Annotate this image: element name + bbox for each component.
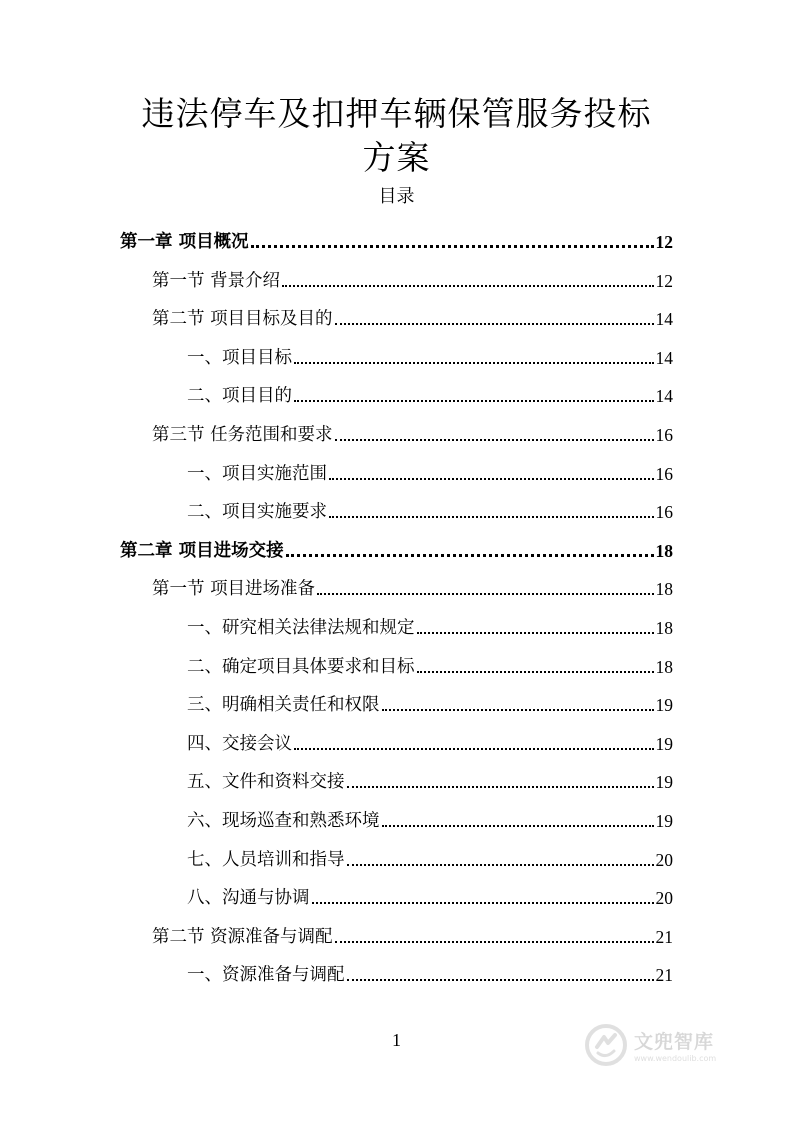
watermark-name: 文兜智库 <box>634 1031 715 1053</box>
toc-entry-page: 18 <box>655 618 673 638</box>
toc-entry[interactable] <box>187 841 673 871</box>
toc-dot-leader <box>335 323 654 325</box>
toc-entry-page: 19 <box>655 695 673 716</box>
toc-entry-title: 第一节 项目进场准备 <box>152 579 316 600</box>
toc-entry-title: 第二节 项目目标及目的 <box>152 309 333 330</box>
toc-dot-leader <box>317 593 653 595</box>
toc-entry-page: 12 <box>655 232 673 252</box>
toc-entry-title: 第二章 项目进场交接 <box>120 540 284 561</box>
toc-entry-title: 三、明确相关责任和权限 <box>187 695 380 716</box>
toc-entry-page: 20 <box>655 888 673 909</box>
toc-dot-leader <box>347 979 654 981</box>
toc-entry[interactable] <box>187 609 673 639</box>
toc-entry-page: 20 <box>655 849 673 870</box>
toc-entry[interactable] <box>187 763 673 793</box>
document-title-line1: 违法停车及扣押车辆保管服务投标 <box>141 94 652 133</box>
toc-entry[interactable] <box>187 725 673 755</box>
toc-dot-leader <box>335 439 654 441</box>
toc-dot-leader <box>251 245 654 248</box>
toc-dot-leader <box>382 709 654 711</box>
wendou-logo-icon <box>584 1023 628 1067</box>
toc-entry[interactable] <box>152 300 673 330</box>
toc-entry[interactable] <box>187 802 673 832</box>
toc-entry[interactable] <box>120 223 673 253</box>
toc-entry-title: 一、项目实施范围 <box>187 463 327 484</box>
toc-entry[interactable] <box>120 532 673 562</box>
toc-entry[interactable] <box>187 686 673 716</box>
toc-entry-page: 16 <box>655 502 673 523</box>
toc-entry-page: 16 <box>655 463 673 484</box>
toc-entry-page: 21 <box>655 965 673 986</box>
toc-entry[interactable] <box>187 879 673 909</box>
toc-dot-leader <box>294 748 654 750</box>
toc-entry[interactable] <box>187 648 673 678</box>
toc-dot-leader <box>335 941 654 943</box>
toc-entry[interactable] <box>152 570 673 600</box>
watermark-url: www.wendoulib.com <box>634 1054 717 1063</box>
toc-entry-title: 五、文件和资料交接 <box>187 772 345 793</box>
page-number: 1 <box>392 1030 401 1050</box>
document-title-line2: 方案 <box>362 138 431 177</box>
toc-entry-title: 一、项目目标 <box>187 347 292 368</box>
toc-entry-title: 二、项目实施要求 <box>187 502 327 523</box>
toc-dot-leader <box>347 786 654 788</box>
toc-entry[interactable] <box>152 262 673 292</box>
toc-dot-leader <box>382 825 654 827</box>
toc-dot-leader <box>294 362 654 364</box>
toc-entry-title: 第一章 项目概况 <box>120 232 249 252</box>
toc-heading: 目录 <box>378 186 415 207</box>
toc-entry-title: 二、项目目的 <box>187 386 292 407</box>
toc-entry-page: 18 <box>655 540 673 561</box>
toc-entry[interactable] <box>187 493 673 523</box>
toc-entry-page: 19 <box>655 772 673 793</box>
toc-entry-page: 18 <box>655 579 673 600</box>
document-title <box>0 92 793 180</box>
toc-entry-page: 19 <box>655 811 673 831</box>
toc-entry-page: 14 <box>655 309 673 330</box>
toc-entry-title: 七、人员培训和指导 <box>187 849 345 870</box>
toc-entry-title: 一、资源准备与调配 <box>187 965 345 986</box>
toc-entry[interactable] <box>187 377 673 407</box>
toc-entry-title: 八、沟通与协调 <box>187 888 310 909</box>
toc-dot-leader <box>294 400 654 402</box>
toc-entry-title: 一、研究相关法律法规和规定 <box>187 618 415 638</box>
toc-entry[interactable] <box>187 455 673 485</box>
toc-entry[interactable] <box>152 918 673 948</box>
toc-dot-leader <box>417 632 654 634</box>
toc-entry-page: 21 <box>655 926 673 947</box>
toc-dot-leader <box>417 671 654 673</box>
toc-entry-page: 16 <box>655 425 673 445</box>
toc-dot-leader <box>282 285 653 287</box>
toc-entry-title: 二、确定项目具体要求和目标 <box>187 656 415 677</box>
toc-entry-title: 四、交接会议 <box>187 733 292 754</box>
toc-dot-leader <box>286 554 654 557</box>
toc-entry-page: 14 <box>655 347 673 368</box>
toc-entry-title: 第三节 任务范围和要求 <box>152 425 333 445</box>
toc-entry-title: 第二节 资源准备与调配 <box>152 926 333 947</box>
toc-entry-title: 六、现场巡查和熟悉环境 <box>187 811 380 831</box>
toc-entry[interactable] <box>187 339 673 369</box>
toc-entry-title: 第一节 背景介绍 <box>152 270 281 291</box>
toc-dot-leader <box>329 516 654 518</box>
toc-entry-page: 19 <box>655 733 673 754</box>
toc-dot-leader <box>329 478 654 480</box>
watermark <box>584 1020 754 1070</box>
toc-entry[interactable] <box>152 416 673 446</box>
toc-entry[interactable] <box>187 956 673 986</box>
toc-entry-page: 18 <box>655 656 673 677</box>
toc-dot-leader <box>347 864 654 866</box>
toc-dot-leader <box>312 902 654 904</box>
toc-entry-page: 12 <box>655 270 673 291</box>
toc-entry-page: 14 <box>655 386 673 407</box>
